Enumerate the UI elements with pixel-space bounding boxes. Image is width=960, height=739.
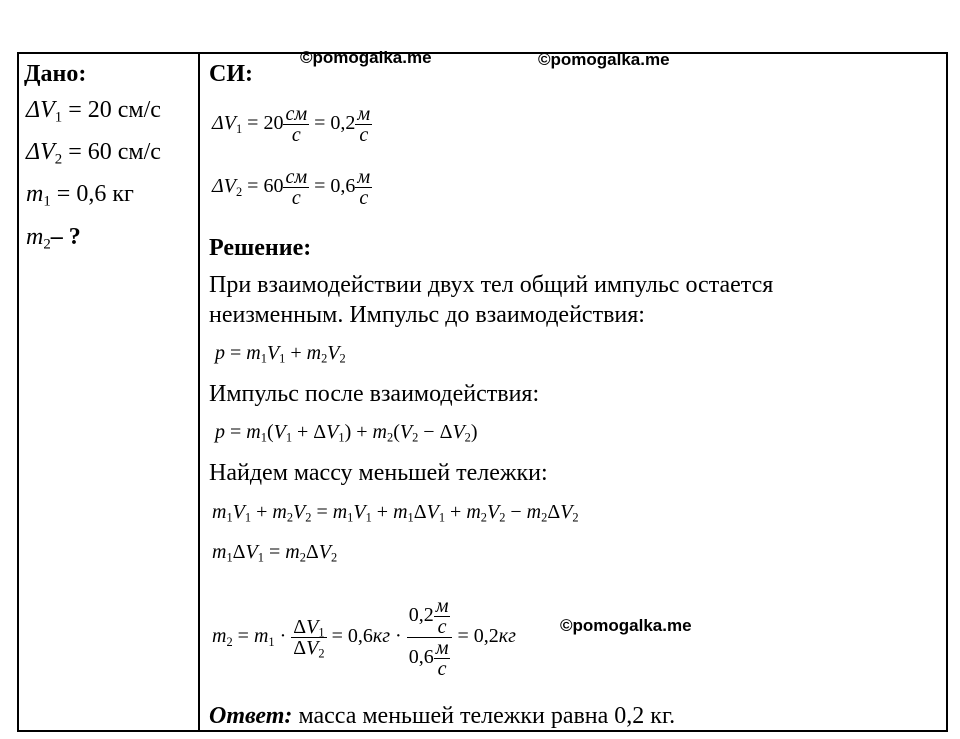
solution-text-1: При взаимодействии двух тел общий импульс остается: [209, 272, 774, 298]
formula-momentum-after: $p = m_1(V_1 + \Delta V_1) + m_2(V_2 - \Delta V_2)$: [215, 421, 478, 445]
answer-text: масса меньшей тележки равна 0,2 кг.: [298, 703, 676, 729]
solution-text-3: Импульс после взаимодействия:: [209, 381, 540, 407]
solution-title: Решение:: [209, 235, 312, 261]
formula-momentum-change: $m_1\Delta V_1 = m_2\Delta V_2$: [212, 541, 338, 565]
given-dv1: $\Delta V_1 = 20$ см/с: [26, 97, 161, 126]
given-dv2: $\Delta V_2 = 60$ см/с: [26, 139, 161, 168]
given-m2-value: – ?: [50, 224, 81, 250]
si-title: СИ:: [209, 61, 253, 87]
watermark: ©pomogalka.me: [300, 48, 432, 67]
answer: [209, 704, 675, 728]
given-m2: $m_2-$ ?: [26, 224, 81, 253]
watermark: ©pomogalka.me: [538, 50, 670, 69]
watermark: ©pomogalka.me: [560, 616, 692, 635]
si-dv2-formula: $\Delta V_2 = 60$ $\frac{см}{с}$ = 0,6 $\frac{м}{с}$: [212, 166, 371, 209]
formula-m2-result: $m_2 = m_1$ · $\frac{\Delta V_1}{\Delta V_2}$ = 0,6кг · 0,2 $\frac{м}{с}$ 0,6 $\frac{м}{с}$ = 0,2кг: [212, 595, 516, 680]
given-dv2-value: = 60 см/с: [68, 139, 161, 165]
solution-text-4: Найдем массу меньшей тележки:: [209, 460, 548, 486]
given-dv1-value: = 20 см/с: [68, 97, 161, 123]
answer-label: Ответ:: [209, 703, 293, 729]
si-dv1-formula: $\Delta V_1 = 20$ $\frac{см}{с}$ = 0,2 $\frac{м}{с}$: [212, 103, 371, 146]
formula-momentum-equation: $m_1V_1 + m_2V_2 = m_1V_1 + m_1\Delta V_1 + m_2V_2 - m_2\Delta V_2$: [212, 501, 579, 525]
formula-momentum-before: $p = m_1V_1 + m_2V_2$: [215, 342, 346, 366]
given-m1: $m_1 = 0,6$ кг: [26, 181, 134, 210]
column-divider: [198, 52, 200, 732]
solution-text-2: неизменным. Импульс до взаимодействия:: [209, 302, 645, 328]
given-title: Дано:: [24, 61, 87, 87]
given-m1-value: = 0,6 кг: [56, 181, 134, 207]
